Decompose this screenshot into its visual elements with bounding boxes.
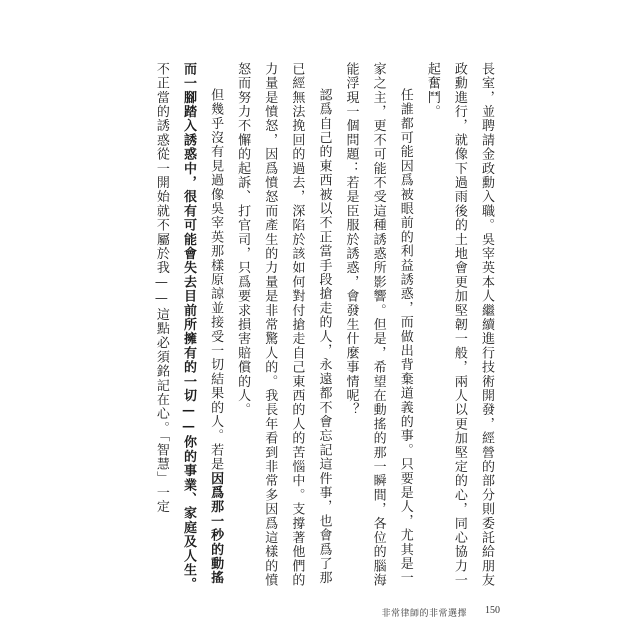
body-text [148, 62, 500, 592]
paragraph [229, 62, 337, 592]
text-segment: 認爲自己的東西被以不正當手段搶走的人，永遠都不會忘記這件事，也會爲了那已經無法挽回的過去，深陷於該如何對付搶走自己東西的人的苦惱中。支撐著他們的力量是憤怒，因爲憤怒而產生的力量是非常驚人的。我長年看到非常多因爲這樣的憤怒而努力不懈的起訴、打官司，只爲要求損害賠償的人。 [235, 62, 332, 588]
bold-text-segment: 因爲那一秒的動搖而一腳踏入誘惑中，很有可能會失去目前所擁有的一切 [180, 62, 224, 586]
paragraph [337, 62, 418, 592]
text-segment: 不正當的誘惑從一開始就不屬於我——這點必須銘記在心。「智慧」一定 [153, 62, 169, 514]
paragraph [419, 62, 500, 592]
paragraph [148, 62, 229, 592]
text-segment: 但幾乎沒有見過像吳宰英那樣原諒並接受一切結果的人。若是 [208, 88, 224, 472]
page-number: 150 [485, 605, 500, 616]
bold-text-segment: ——你的事業、家庭及人生。 [180, 402, 196, 592]
text-segment: 長室，並聘請金政勳入職。吳宰英本人繼續進行技術開發，經營的部分則委託給朋友政勳進行，就像下過雨後的土地會更加堅韌一般，兩人以更加堅定的心，同心協力一起奮鬥。 [424, 62, 494, 588]
running-footer-title: 非常律師的非常選擇 [381, 609, 467, 619]
text-segment: 任誰都可能因爲被眼前的利益誘惑，而做出背棄道義的事。只要是人，尤其是一家之主，更不可能不受這種誘惑所影響。但是，希望在動搖的那一瞬間，各位的腦海能浮現一個問題：若是臣服於誘惑，會發生什麼事情呢？ [343, 62, 413, 588]
